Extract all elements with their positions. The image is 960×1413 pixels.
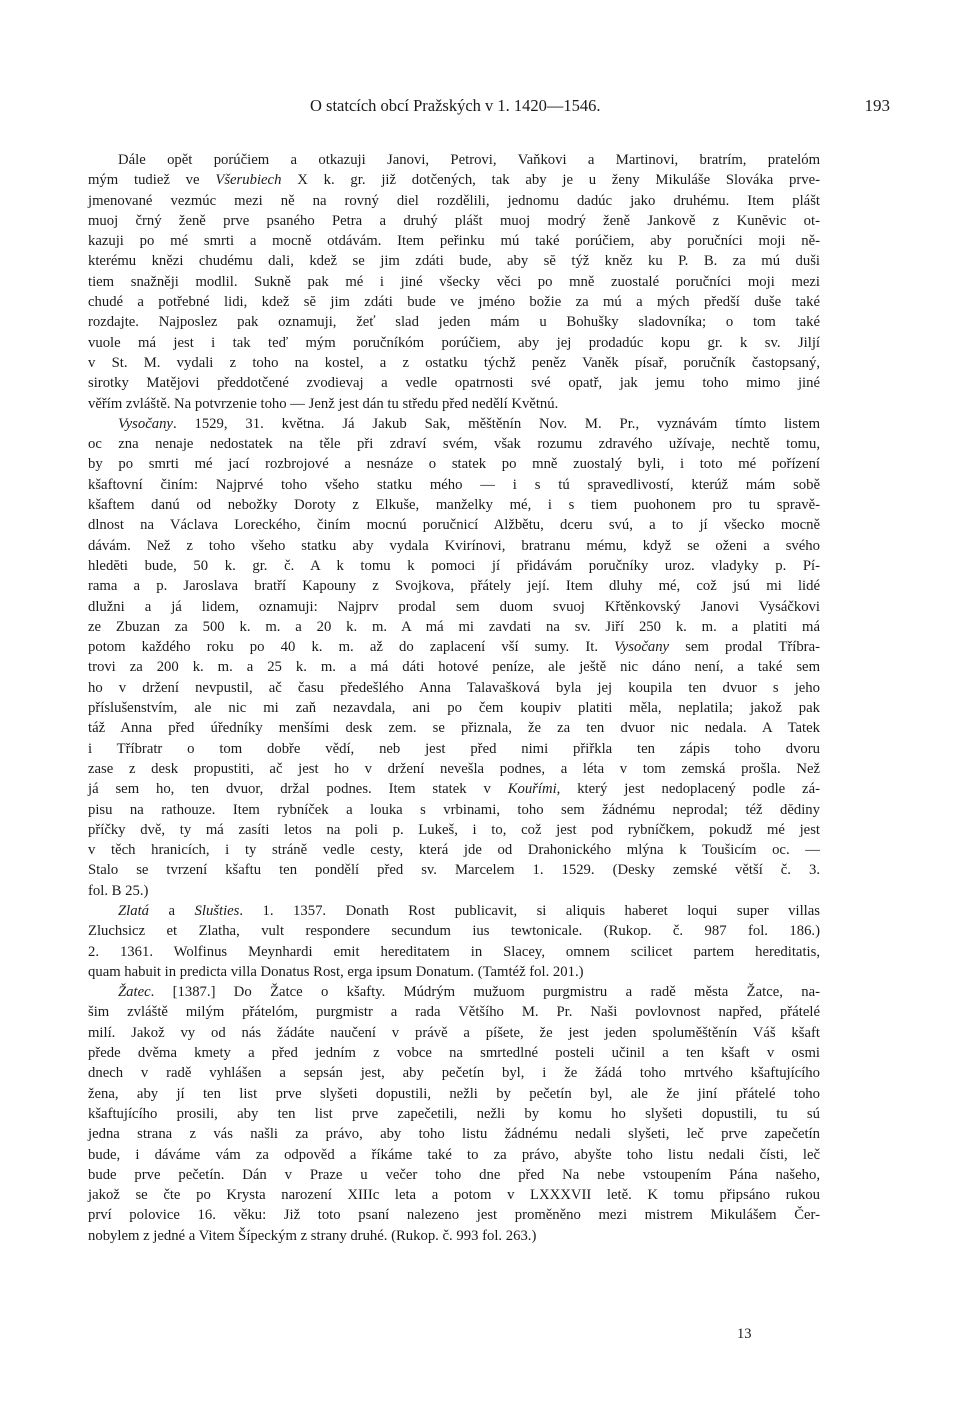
text-line: příčky dvě, ty má zasíti letos na poli p. Lukeš, i to, což jest pod rybníčkem, pokudž mé jest <box>88 821 820 838</box>
text-line: já sem ho, ten dvuor, držal podnes. Item statek v Kouřími, který jest nedoplacený podle zá- <box>88 781 820 798</box>
text-line: oc zna nenaje nedostatek na těle při zdraví svém, však rozumu zdravého užívaje, nechtě tomu, <box>88 436 820 453</box>
text-line: dlužni a já lidem, oznamuji: Najprv prodal sem duom svuoj Křtěnkovský Janovi Vysáčkovi <box>88 598 820 615</box>
text-line: bude prve pečetín. Dán v Praze u večer toho dne před Na nebe vstoupením Pána našeho, <box>88 1166 820 1183</box>
italic-term: Zlatá <box>118 902 150 919</box>
italic-term: Všerubiech <box>215 172 282 189</box>
text-line: i Tříbratr o tom dobře vědí, neb jest před nimi přiřkla ten zápis toho dvoru <box>88 740 820 757</box>
text-line: zase z desk propustiti, ač jest ho v držení nevešla podnes, a léta v tom zemská prošla. Než <box>88 760 820 777</box>
italic-term: Kouřími <box>507 781 557 798</box>
text-line: Zluchsicz et Zlatha, vult respondere secundum ius tewtonicale. (Rukop. č. 987 fol. 186.) <box>88 923 820 940</box>
text-line: dnech v radě vyhlášen a sepsán jest, aby pečetín byl, i že žádá toho mrtvého kšaftujícího <box>88 1065 820 1082</box>
text-line: Dále opět porúčiem a otkazuji Janovi, Petrovi, Vaňkovi a Martinovi, bratrím, pratelóm <box>118 152 820 168</box>
text-line: kterému knězi chudému dali, kdež se jim zdáti bude, aby sĕ týž kněz ku P. B. za mú duši <box>88 253 820 270</box>
text-line: příslušenstvím, ale nic mi zaň nezavdala, ani po čem koupiv platiti měla, neplatila; jakož pak <box>88 700 820 717</box>
text-line: jmenované vezmúc mezi ně na rovný diel rozdělili, jednomu dadúc jako druhému. Item plášt <box>88 192 820 209</box>
text-line: prví polovice 16. věku: Již toto psaní nalezeno jest proměněno mezi mistrem Mikulášem Čer- <box>88 1207 820 1224</box>
text-line: sirotky Matějovi předdotčené zvodievaj a vedle opatrnosti své opatř, jak jemu toho mimo jiné <box>88 375 820 392</box>
text-line: Zlatá a Slušties. 1. 1357. Donath Rost publicavit, si aliquis haberet loqui super villas <box>118 902 820 919</box>
text-line: v St. M. vydali z toho na kostel, a z ostatku týchž peněz Vaněk písař, poručník častopsaný, <box>88 354 820 371</box>
text-line: milí. Jakož vy od nás žádáte naučení v právě a píšete, že jest jeden spoluměštěnín Váš kšaft <box>88 1024 820 1041</box>
text-line: vuole má jest i tak teď mým poručníkóm porúčiem, aby jej prodadúc kopu gr. k sv. Jiljí <box>88 334 820 351</box>
running-title: O statcích obcí Pražských v 1. 1420—1546. <box>310 96 601 115</box>
text-line: nobylem z jedné a Vitem Šípeckým z strany druhé. (Rukop. č. 993 fol. 263.) <box>88 1227 537 1244</box>
text-line: kšaftovní činím: Najprvé toho všeho statku mého — i s tú spravedlivostí, kterúž mám sobě <box>88 476 820 493</box>
text-line: táž Anna před úředníky menšími desk zem. se přiznala, že za ten dvuor nic nedala. A Tatek <box>88 720 820 737</box>
text-line: ho v držení nevpustil, ač času předešlého Anna Talavašková byla jej koupila ten dvuor s jeho <box>88 679 820 696</box>
text-line: bude, i dáváme vám za odpověd a říkáme také to za právo, abyšte toho listu nedali čísti, leč <box>88 1146 820 1163</box>
text-line: quam habuit in predicta villa Donatus Rost, erga ipsum Donatum. (Tamtéž fol. 201.) <box>88 963 584 980</box>
text-line: muoj črný ženě prve psaného Petra a druhý plášt muoj modrý ženě Jankově z Kunĕvic ot- <box>88 212 820 229</box>
text-line: přede dvěma kmety a před jedním z vobce na smrtedlné posteli učinil a ten kšaft v osmi <box>88 1045 820 1062</box>
text-line: věřím zvláště. Na potvrzenie toho — Jenž jest dán tu středu před nedělí Květnú. <box>88 395 559 412</box>
page-header <box>90 96 890 120</box>
text-line: rozdajte. Najposlez pak oznamuji, žeť slad jeden mám u Bohušky sladovníka; o tom také <box>88 314 820 331</box>
text-line: rama a p. Jaroslava bratří Kapouny z Svojkova, přátely její. Item dluhy mé, což jsú mi lidé <box>88 578 820 595</box>
text-line: by po smrti mé jací rozbrojové a nesnáze o statek po mně zuostalý byli, i toto mé pořízení <box>88 456 820 473</box>
text-line: hledĕti bude, 50 k. gr. č. A k tomu k pomoci jí přidávám poručníky uroz. vladyky p. Pí- <box>88 557 820 574</box>
text-line: potom každého roku po 40 k. m. až do zaplacení vší sumy. It. Vysočany sem prodal Tříbra- <box>88 639 820 656</box>
italic-term: Vysočany <box>614 639 670 656</box>
text-line: kšaftem danú od nebožky Doroty z Elkuše, manželky mé, i s tiem puohonem pro tu spravě- <box>88 497 820 514</box>
text-line: dlnost na Václava Loreckého, činím mocnú poručnicí Alžbětu, dceru svú, a to jí všecko mocně <box>88 517 820 534</box>
text-line: mým tudiež ve Všerubiech X k. gr. již dotčených, tak aby je u ženy Mikuláše Slováka prve- <box>88 172 820 189</box>
text-line: žena, aby jí ten list prve slyšeti dopustili, nežli by pečetín byl, ale že jiní přátelé toho <box>88 1085 820 1102</box>
text-line: jakož se čte po Krysta narození XIIIc leta a potom v LXXXVII letě. K tomu připsáno rukou <box>88 1187 820 1204</box>
text-line: fol. B 25.) <box>88 882 149 899</box>
text-line: v těch hranicích, i ty stráně vedle cesty, která jde od Drahonického mlýna k Toušicím oc. — <box>88 842 820 859</box>
text-line: šim zvláště milým přátelóm, purgmistr a rada Většího M. Pr. Naši povlovnost napřed, přátelé <box>88 1004 820 1021</box>
body-text <box>88 150 820 1246</box>
signature-mark: 13 <box>737 1326 752 1342</box>
text-line: chudé a potřebné lidi, kdež sĕ jim zdáti bude ve jménо božie za mú a mých předší duše také <box>88 294 820 311</box>
text-line: tiem snažněji modlil. Sukně pak mé i jiné všecky věci po mně zuostalé poručníci moji mezi <box>88 273 820 290</box>
text-line: Stalo se tvrzení kšaftu ten pondělí před sv. Marcelem 1. 1529. (Desky zemské větší č. 3. <box>88 862 820 879</box>
text-line: kšaftujícího prosili, aby ten list prve zapečetili, nežli by komu ho slyšeti dopustili, tu sú <box>88 1105 820 1122</box>
text-line: ze Zbuzan za 500 k. m. a 20 k. m. A má mi zavdati na sv. Jiří 250 k. m. a platiti má <box>88 618 820 635</box>
text-line: 2. 1361. Wolfinus Meynhardi emit hereditatem in Slacey, omnem scilicet partem hereditatis, <box>88 943 820 960</box>
text-line: Vysočany. 1529, 31. května. Já Jakub Sak, měštěnín Nov. M. Pr., vyznávám tímto listem <box>118 415 820 432</box>
page-number: 193 <box>864 96 890 115</box>
italic-term: Vysočany <box>118 415 173 432</box>
text-line: kazuji po mé smrti a mocně otdávám. Item peřinku mú také porúčiem, aby poručníci moji ně- <box>88 233 820 250</box>
italic-term: Žatec <box>118 984 151 1001</box>
text-line: pisu na rathouze. Item rybníček a louka s vrbinami, toho sem žádnému neprodal; též dĕdiny <box>88 801 820 818</box>
text-line: trovi za 200 k. m. a 25 k. m. a má dáti hotové peníze, ale ještě nic dáno není, a také sem <box>88 659 820 676</box>
text-line: Žatec. [1387.] Do Žatce o kšafty. Múdrým mužuom purgmistru a radě města Žatce, na- <box>118 984 820 1001</box>
italic-term: Slušties <box>194 902 240 919</box>
text-line: jedna strana z vás našli za právo, aby toho listu žádnému nedali slyšeti, leč prve zapečetín <box>88 1126 820 1143</box>
text-line: dávám. Než z toho všeho statku aby vydala Kvirínovi, bratranu mému, když se oženi a svého <box>88 537 820 554</box>
